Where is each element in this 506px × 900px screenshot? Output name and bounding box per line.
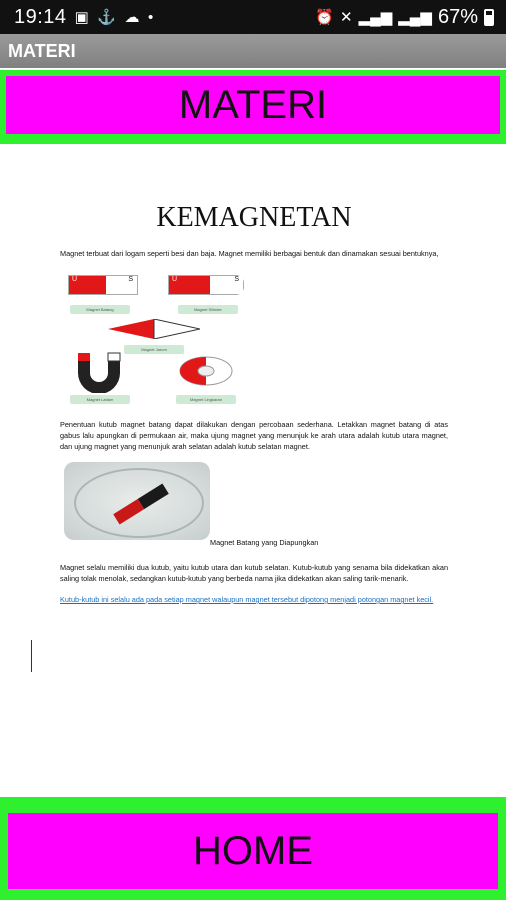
- cloud-icon: ☁: [124, 8, 140, 26]
- clock: 19:14: [14, 6, 67, 28]
- alarm-icon: ⏰: [315, 8, 334, 26]
- banner-label: MATERI: [6, 76, 500, 134]
- cylinder-magnet-label: Magnet Silinder: [178, 305, 238, 314]
- photo-figure: [60, 462, 448, 556]
- usb-icon: ⚓: [97, 8, 117, 26]
- quote-divider: [31, 640, 32, 672]
- magnet-types-figure: [60, 267, 448, 405]
- app-bar: [0, 34, 506, 68]
- paragraph-pole-test: Penentuan kutub magnet batang dapat dilakukan dengan percobaan sederhana. Letakkan magnet batang di atas gabus lalu apungkan di permukaan air, maka ujung magnet yang menunjuk ke arah utara adalah kutub utara magnet, dan ujung magnet yang menunjuk arah selatan adalah kutub selatan magnet.: [60, 420, 448, 451]
- needle-magnet-label: Magnet Jarum: [124, 345, 184, 354]
- bar-magnet-image: U S: [68, 275, 138, 295]
- cylinder-magnet-image: U S: [168, 275, 244, 295]
- bar-magnet-label: Magnet Batang: [70, 305, 130, 314]
- header-banner: [0, 70, 506, 144]
- status-right: [315, 6, 494, 29]
- photo-caption: Magnet Batang yang Diapungkan: [210, 538, 319, 547]
- footer-bar: [0, 797, 506, 900]
- poles-link[interactable]: Kutub-kutub ini selalu ada pada setiap magnet walaupun magnet tersebut dipotong menjadi potongan magnet kecil.: [60, 595, 434, 604]
- status-left: [14, 6, 154, 29]
- mute-icon: ✕: [339, 8, 353, 26]
- floating-magnet-photo: [64, 462, 210, 540]
- ring-magnet-label: Magnet Lingkaran: [176, 395, 236, 404]
- horseshoe-magnet-label: Magnet Ladam: [70, 395, 130, 404]
- status-bar: [0, 0, 506, 34]
- home-button[interactable]: HOME: [8, 813, 498, 889]
- signal-icon: ▂▄▆: [358, 8, 393, 26]
- dot-icon: •: [147, 8, 154, 26]
- battery-icon: [484, 9, 494, 26]
- needle-magnet-image: [108, 319, 200, 339]
- ring-magnet-image: [178, 355, 234, 387]
- battery-percent: 67%: [437, 6, 478, 28]
- paragraph-poles: Magnet selalu memiliki dua kutub, yaitu kutub utara dan kutub selatan. Kutub-kutub yang senama bila didekatkan akan saling tolak menolak, sedangkan kutub-kutub yang berbeda nama jika didekatkan akan saling tarik-menarik.: [60, 563, 448, 583]
- paragraph-intro: Magnet terbuat dari logam seperti besi dan baja. Magnet memiliki berbagai bentuk dan dinamakan sesuai bentuknya,: [60, 249, 439, 258]
- app-title: MATERI: [8, 41, 76, 61]
- image-icon: ▣: [74, 8, 90, 26]
- signal-icon: ▂▄▆: [398, 8, 432, 26]
- horseshoe-magnet-image: [74, 351, 124, 393]
- page-title: KEMAGNETAN: [156, 202, 352, 233]
- document-content: [60, 190, 448, 612]
